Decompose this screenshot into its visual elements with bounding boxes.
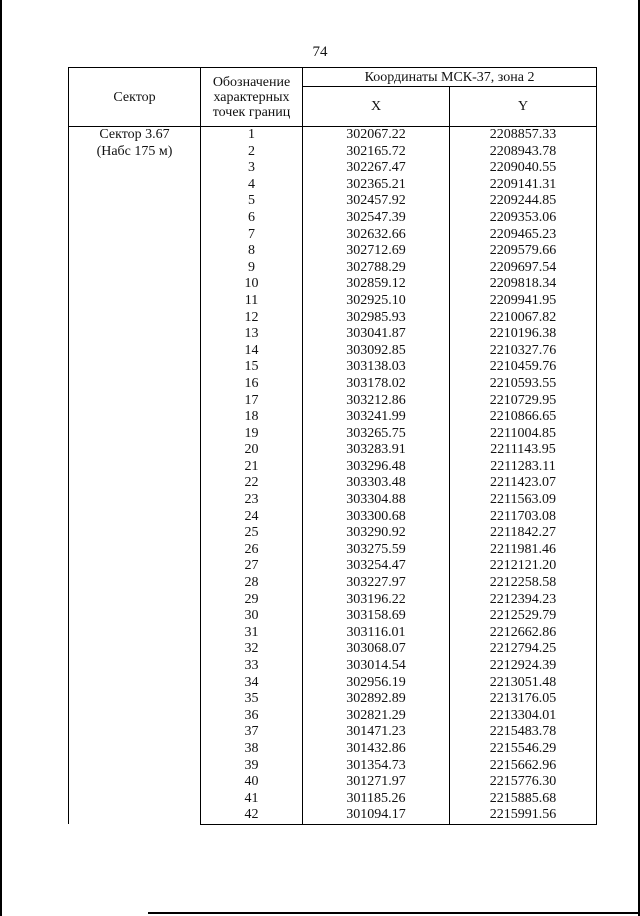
x-coordinate-cell: 303068.07 xyxy=(303,641,450,658)
point-number-cell: 36 xyxy=(201,708,303,725)
x-coordinate-cell: 301432.86 xyxy=(303,741,450,758)
y-coordinate-cell: 2210729.95 xyxy=(450,393,597,410)
header-x: X xyxy=(303,87,450,127)
x-coordinate-cell: 302925.10 xyxy=(303,293,450,310)
y-coordinate-cell: 2209579.66 xyxy=(450,243,597,260)
x-coordinate-cell: 302859.12 xyxy=(303,276,450,293)
x-coordinate-cell: 302956.19 xyxy=(303,675,450,692)
point-number-cell: 34 xyxy=(201,675,303,692)
header-y: Y xyxy=(450,87,597,127)
y-coordinate-cell: 2210196.38 xyxy=(450,326,597,343)
point-number-cell: 19 xyxy=(201,426,303,443)
x-coordinate-cell: 302165.72 xyxy=(303,144,450,161)
point-number-cell: 16 xyxy=(201,376,303,393)
x-coordinate-cell: 303212.86 xyxy=(303,393,450,410)
y-coordinate-cell: 2209141.31 xyxy=(450,177,597,194)
y-coordinate-cell: 2213176.05 xyxy=(450,691,597,708)
y-coordinate-cell: 2213051.48 xyxy=(450,675,597,692)
x-coordinate-cell: 302821.29 xyxy=(303,708,450,725)
table-body xyxy=(69,127,597,825)
point-number-cell: 38 xyxy=(201,741,303,758)
header-designation: Обозначение характерных точек границ xyxy=(201,68,303,127)
y-coordinate-cell: 2212924.39 xyxy=(450,658,597,675)
point-number-cell: 8 xyxy=(201,243,303,260)
point-number-cell: 25 xyxy=(201,525,303,542)
x-coordinate-cell: 303296.48 xyxy=(303,459,450,476)
point-number-cell: 10 xyxy=(201,276,303,293)
x-coordinate-cell: 302632.66 xyxy=(303,227,450,244)
coordinates-table xyxy=(68,67,597,825)
y-coordinate-cell: 2215991.56 xyxy=(450,807,597,824)
point-number-cell: 32 xyxy=(201,641,303,658)
y-coordinate-cell: 2212121.20 xyxy=(450,558,597,575)
x-coordinate-cell: 303283.91 xyxy=(303,442,450,459)
y-coordinate-cell: 2210067.82 xyxy=(450,310,597,327)
x-coordinate-cell: 302892.89 xyxy=(303,691,450,708)
point-number-cell: 40 xyxy=(201,774,303,791)
y-coordinate-cell: 2212794.25 xyxy=(450,641,597,658)
point-number-cell: 42 xyxy=(201,807,303,824)
point-number-cell: 35 xyxy=(201,691,303,708)
y-coordinate-cell: 2210327.76 xyxy=(450,343,597,360)
y-coordinate-cell: 2209941.95 xyxy=(450,293,597,310)
point-number-cell: 22 xyxy=(201,475,303,492)
point-number-cell: 7 xyxy=(201,227,303,244)
x-coordinate-cell: 302712.69 xyxy=(303,243,450,260)
y-coordinate-cell: 2209818.34 xyxy=(450,276,597,293)
y-coordinate-cell: 2209353.06 xyxy=(450,210,597,227)
page-number: 74 xyxy=(312,44,328,60)
point-number-cell: 33 xyxy=(201,658,303,675)
y-coordinate-cell: 2211283.11 xyxy=(450,459,597,476)
y-coordinate-cell: 2215546.29 xyxy=(450,741,597,758)
point-number-cell: 29 xyxy=(201,592,303,609)
y-coordinate-cell: 2215776.30 xyxy=(450,774,597,791)
x-coordinate-cell: 303254.47 xyxy=(303,558,450,575)
x-coordinate-cell: 301094.17 xyxy=(303,807,450,824)
sector-name: Сектор 3.67 xyxy=(99,127,170,142)
x-coordinate-cell: 303227.97 xyxy=(303,575,450,592)
point-number-cell: 14 xyxy=(201,343,303,360)
point-number-cell: 37 xyxy=(201,724,303,741)
x-coordinate-cell: 303178.02 xyxy=(303,376,450,393)
point-number-cell: 27 xyxy=(201,558,303,575)
y-coordinate-cell: 2211563.09 xyxy=(450,492,597,509)
y-coordinate-cell: 2211423.07 xyxy=(450,475,597,492)
point-number-cell: 28 xyxy=(201,575,303,592)
y-coordinate-cell: 2212529.79 xyxy=(450,608,597,625)
y-coordinate-cell: 2209697.54 xyxy=(450,260,597,277)
point-number-cell: 31 xyxy=(201,625,303,642)
x-coordinate-cell: 303092.85 xyxy=(303,343,450,360)
x-coordinate-cell: 301471.23 xyxy=(303,724,450,741)
y-coordinate-cell: 2215483.78 xyxy=(450,724,597,741)
x-coordinate-cell: 303196.22 xyxy=(303,592,450,609)
y-coordinate-cell: 2210459.76 xyxy=(450,359,597,376)
y-coordinate-cell: 2213304.01 xyxy=(450,708,597,725)
x-coordinate-cell: 303116.01 xyxy=(303,625,450,642)
point-number-cell: 30 xyxy=(201,608,303,625)
x-coordinate-cell: 302788.29 xyxy=(303,260,450,277)
y-coordinate-cell: 2211703.08 xyxy=(450,509,597,526)
x-coordinate-cell: 303290.92 xyxy=(303,525,450,542)
point-number-cell: 12 xyxy=(201,310,303,327)
x-coordinate-cell: 301185.26 xyxy=(303,791,450,808)
scan-border-bottom xyxy=(148,912,640,914)
point-number-cell: 6 xyxy=(201,210,303,227)
point-number-cell: 20 xyxy=(201,442,303,459)
x-coordinate-cell: 303014.54 xyxy=(303,658,450,675)
y-coordinate-cell: 2209244.85 xyxy=(450,193,597,210)
y-coordinate-cell: 2212258.58 xyxy=(450,575,597,592)
point-number-cell: 11 xyxy=(201,293,303,310)
x-coordinate-cell: 303241.99 xyxy=(303,409,450,426)
y-coordinate-cell: 2211842.27 xyxy=(450,525,597,542)
y-coordinate-cell: 2209465.23 xyxy=(450,227,597,244)
point-number-cell: 1 xyxy=(201,127,303,144)
point-number-cell: 4 xyxy=(201,177,303,194)
table-row xyxy=(69,127,597,144)
y-coordinate-cell: 2210593.55 xyxy=(450,376,597,393)
point-number-cell: 17 xyxy=(201,393,303,410)
y-coordinate-cell: 2209040.55 xyxy=(450,160,597,177)
point-number-cell: 15 xyxy=(201,359,303,376)
point-number-cell: 9 xyxy=(201,260,303,277)
x-coordinate-cell: 303041.87 xyxy=(303,326,450,343)
point-number-cell: 21 xyxy=(201,459,303,476)
header-sector: Сектор xyxy=(69,68,201,127)
point-number-cell: 24 xyxy=(201,509,303,526)
x-coordinate-cell: 301354.73 xyxy=(303,758,450,775)
point-number-cell: 41 xyxy=(201,791,303,808)
x-coordinate-cell: 302547.39 xyxy=(303,210,450,227)
y-coordinate-cell: 2215885.68 xyxy=(450,791,597,808)
y-coordinate-cell: 2208943.78 xyxy=(450,144,597,161)
x-coordinate-cell: 302985.93 xyxy=(303,310,450,327)
point-number-cell: 2 xyxy=(201,144,303,161)
point-number-cell: 13 xyxy=(201,326,303,343)
header-coordinates: Координаты МСК-37, зона 2 xyxy=(303,68,597,87)
point-number-cell: 18 xyxy=(201,409,303,426)
sector-elevation: (Набс 175 м) xyxy=(96,143,173,159)
y-coordinate-cell: 2211143.95 xyxy=(450,442,597,459)
x-coordinate-cell: 302267.47 xyxy=(303,160,450,177)
y-coordinate-cell: 2212394.23 xyxy=(450,592,597,609)
point-number-cell: 5 xyxy=(201,193,303,210)
x-coordinate-cell: 303303.48 xyxy=(303,475,450,492)
y-coordinate-cell: 2210866.65 xyxy=(450,409,597,426)
sector-cell xyxy=(69,127,201,825)
y-coordinate-cell: 2208857.33 xyxy=(450,127,597,144)
x-coordinate-cell: 303275.59 xyxy=(303,542,450,559)
x-coordinate-cell: 302365.21 xyxy=(303,177,450,194)
point-number-cell: 3 xyxy=(201,160,303,177)
y-coordinate-cell: 2212662.86 xyxy=(450,625,597,642)
x-coordinate-cell: 302067.22 xyxy=(303,127,450,144)
scan-border-left xyxy=(0,0,2,916)
x-coordinate-cell: 303138.03 xyxy=(303,359,450,376)
point-number-cell: 39 xyxy=(201,758,303,775)
y-coordinate-cell: 2215662.96 xyxy=(450,758,597,775)
x-coordinate-cell: 303300.68 xyxy=(303,509,450,526)
y-coordinate-cell: 2211981.46 xyxy=(450,542,597,559)
x-coordinate-cell: 303265.75 xyxy=(303,426,450,443)
x-coordinate-cell: 301271.97 xyxy=(303,774,450,791)
y-coordinate-cell: 2211004.85 xyxy=(450,426,597,443)
point-number-cell: 23 xyxy=(201,492,303,509)
x-coordinate-cell: 303304.88 xyxy=(303,492,450,509)
x-coordinate-cell: 302457.92 xyxy=(303,193,450,210)
point-number-cell: 26 xyxy=(201,542,303,559)
x-coordinate-cell: 303158.69 xyxy=(303,608,450,625)
